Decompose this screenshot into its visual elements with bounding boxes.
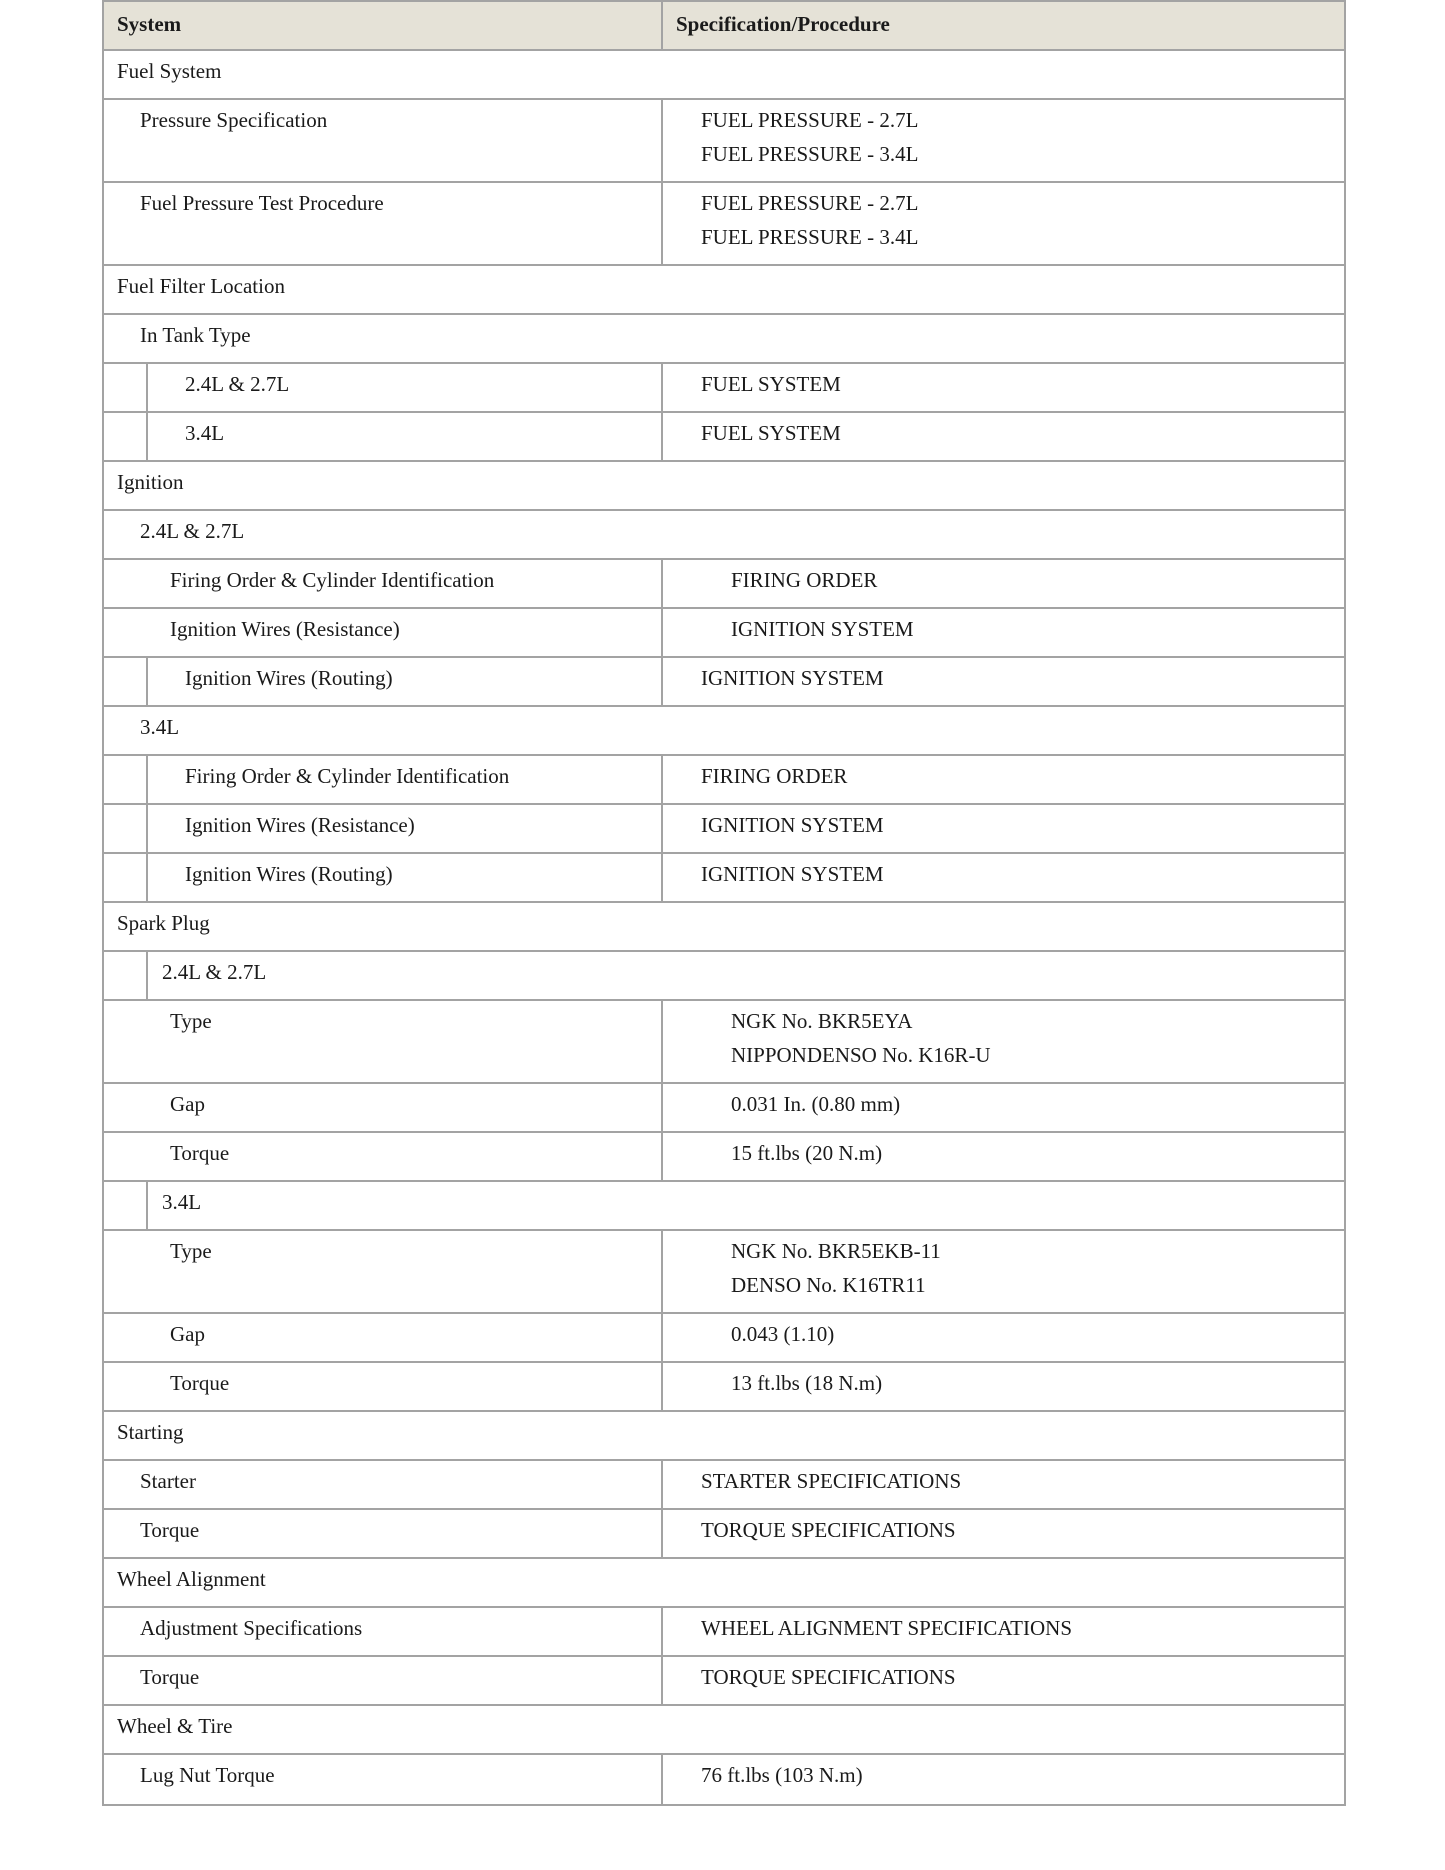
spec-line: TORQUE SPECIFICATIONS [701,1518,956,1542]
spec-line: FIRING ORDER [701,764,848,788]
system-cell [104,1314,663,1361]
system-cell [104,756,663,803]
table-row [104,1510,1344,1559]
spec-cell [663,364,1344,411]
table-row [104,51,1344,100]
spec-cell [663,1657,1344,1704]
spec-line: 0.031 In. (0.80 mm) [731,1092,901,1116]
table-row [104,364,1344,413]
spec-cell [663,1084,1344,1131]
indent-stub [104,756,148,803]
system-cell [104,1461,663,1508]
spec-line: IGNITION SYSTEM [701,862,884,886]
spec-line: NGK No. BKR5EYA [731,1009,913,1033]
table-row [104,1559,1344,1608]
table-row [104,1706,1344,1755]
table-row [104,707,1344,756]
spec-line: FUEL PRESSURE - 3.4L [701,142,919,166]
section-cell [104,1412,1344,1459]
section-cell [104,51,1344,98]
spec-line: 15 ft.lbs (20 N.m) [731,1141,883,1165]
spec-line: FIRING ORDER [731,568,878,592]
spec-cell [663,658,1344,705]
spec-cell [663,1510,1344,1557]
row-label: In Tank Type [140,323,251,347]
spec-line: STARTER SPECIFICATIONS [701,1469,962,1493]
system-cell [104,413,663,460]
table-row [104,1133,1344,1182]
table-row [104,560,1344,609]
spec-cell [663,609,1344,656]
system-cell [104,1231,663,1312]
indent-stub [104,952,148,999]
system-cell [104,1001,663,1082]
row-label: 2.4L & 2.7L [185,372,290,396]
row-label: Starting [117,1420,184,1444]
subsection-cell [104,952,1344,999]
section-cell [104,266,1344,313]
spec-line: 13 ft.lbs (18 N.m) [731,1371,883,1395]
system-cell [104,1608,663,1655]
row-label: Lug Nut Torque [140,1763,275,1787]
table-row [104,315,1344,364]
row-label: 3.4L [140,715,180,739]
row-label: Firing Order & Cylinder Identification [170,568,495,592]
spec-cell [663,1314,1344,1361]
row-label: 3.4L [162,1190,202,1214]
table-row [104,183,1344,266]
spec-cell [663,854,1344,901]
table-row [104,805,1344,854]
spec-line: NIPPONDENSO No. K16R-U [731,1043,991,1067]
spec-line: NGK No. BKR5EKB-11 [731,1239,941,1263]
indent-stub [104,658,148,705]
table-body [104,51,1344,1804]
row-label: Torque [140,1518,200,1542]
spec-line: 0.043 (1.10) [731,1322,835,1346]
section-cell [104,903,1344,950]
indent-stub [104,364,148,411]
row-label: 3.4L [185,421,225,445]
row-label: Pressure Specification [140,108,328,132]
spec-line: FUEL PRESSURE - 2.7L [701,191,919,215]
table-row [104,756,1344,805]
indent-stub [104,854,148,901]
row-label: Type [170,1239,212,1263]
row-label: Ignition Wires (Resistance) [170,617,400,641]
spec-line: WHEEL ALIGNMENT SPECIFICATIONS [701,1616,1072,1640]
section-cell [104,1559,1344,1606]
indent-stub [104,413,148,460]
system-column-header [104,2,663,49]
spec-line: 76 ft.lbs (103 N.m) [701,1763,863,1787]
system-cell [104,364,663,411]
table-row [104,1182,1344,1231]
row-label: Wheel & Tire [117,1714,233,1738]
system-cell [104,854,663,901]
table-row [104,413,1344,462]
spec-line: TORQUE SPECIFICATIONS [701,1665,956,1689]
spec-line: IGNITION SYSTEM [701,666,884,690]
system-cell [104,1363,663,1410]
system-cell [104,1133,663,1180]
spec-line: IGNITION SYSTEM [731,617,914,641]
row-label: Ignition Wires (Routing) [185,862,393,886]
system-cell [104,805,663,852]
spec-line: FUEL SYSTEM [701,372,841,396]
spec-cell [663,100,1344,181]
subsection-cell [104,315,1344,362]
row-label: Adjustment Specifications [140,1616,363,1640]
table-row [104,1412,1344,1461]
table-header-row [104,2,1344,51]
system-header-label: System [117,12,182,36]
table-row [104,1001,1344,1084]
table-row [104,462,1344,511]
table-row [104,609,1344,658]
spec-line: FUEL SYSTEM [701,421,841,445]
system-cell [104,1657,663,1704]
row-label: Fuel Filter Location [117,274,285,298]
spec-cell [663,560,1344,607]
spec-cell [663,1755,1344,1804]
row-label: Type [170,1009,212,1033]
table-row [104,854,1344,903]
table-row [104,1314,1344,1363]
table-row [104,903,1344,952]
spec-cell [663,805,1344,852]
row-label: Ignition Wires (Routing) [185,666,393,690]
spec-line: FUEL PRESSURE - 3.4L [701,225,919,249]
subsection-cell [104,511,1344,558]
system-cell [104,1510,663,1557]
subsection-cell [104,1182,1344,1229]
indent-stub [104,805,148,852]
row-label: Torque [170,1371,230,1395]
system-cell [104,658,663,705]
spec-cell [663,1363,1344,1410]
spec-line: IGNITION SYSTEM [701,813,884,837]
spec-column-header [663,2,1344,49]
spec-cell [663,1608,1344,1655]
system-cell [104,1755,663,1804]
table-row [104,1461,1344,1510]
system-cell [104,100,663,181]
spec-line: FUEL PRESSURE - 2.7L [701,108,919,132]
table-row [104,100,1344,183]
row-label: Gap [170,1092,205,1116]
table-row [104,1608,1344,1657]
table-row [104,952,1344,1001]
row-label: Starter [140,1469,196,1493]
row-label: 2.4L & 2.7L [140,519,245,543]
section-cell [104,1706,1344,1753]
system-cell [104,183,663,264]
row-label: Spark Plug [117,911,210,935]
spec-cell [663,1001,1344,1082]
row-label: Gap [170,1322,205,1346]
row-label: 2.4L & 2.7L [162,960,267,984]
row-label: Fuel Pressure Test Procedure [140,191,384,215]
system-cell [104,1084,663,1131]
subsection-cell [104,707,1344,754]
row-label: Fuel System [117,59,222,83]
table-row [104,1363,1344,1412]
system-cell [104,560,663,607]
spec-cell [663,413,1344,460]
table-row [104,511,1344,560]
spec-cell [663,1133,1344,1180]
section-cell [104,462,1344,509]
row-label: Torque [170,1141,230,1165]
row-label: Ignition Wires (Resistance) [185,813,415,837]
spec-cell [663,1461,1344,1508]
spec-header-label: Specification/Procedure [676,12,890,36]
table-row [104,266,1344,315]
spec-cell [663,756,1344,803]
row-label: Firing Order & Cylinder Identification [185,764,510,788]
table-row [104,1657,1344,1706]
row-label: Wheel Alignment [117,1567,266,1591]
table-row [104,658,1344,707]
system-cell [104,609,663,656]
spec-line: DENSO No. K16TR11 [731,1273,926,1297]
indent-stub [104,1182,148,1229]
spec-cell [663,183,1344,264]
row-label: Ignition [117,470,184,494]
spec-cell [663,1231,1344,1312]
row-label: Torque [140,1665,200,1689]
table-row [104,1231,1344,1314]
table-row [104,1084,1344,1133]
spec-table [102,0,1346,1806]
table-row [104,1755,1344,1804]
